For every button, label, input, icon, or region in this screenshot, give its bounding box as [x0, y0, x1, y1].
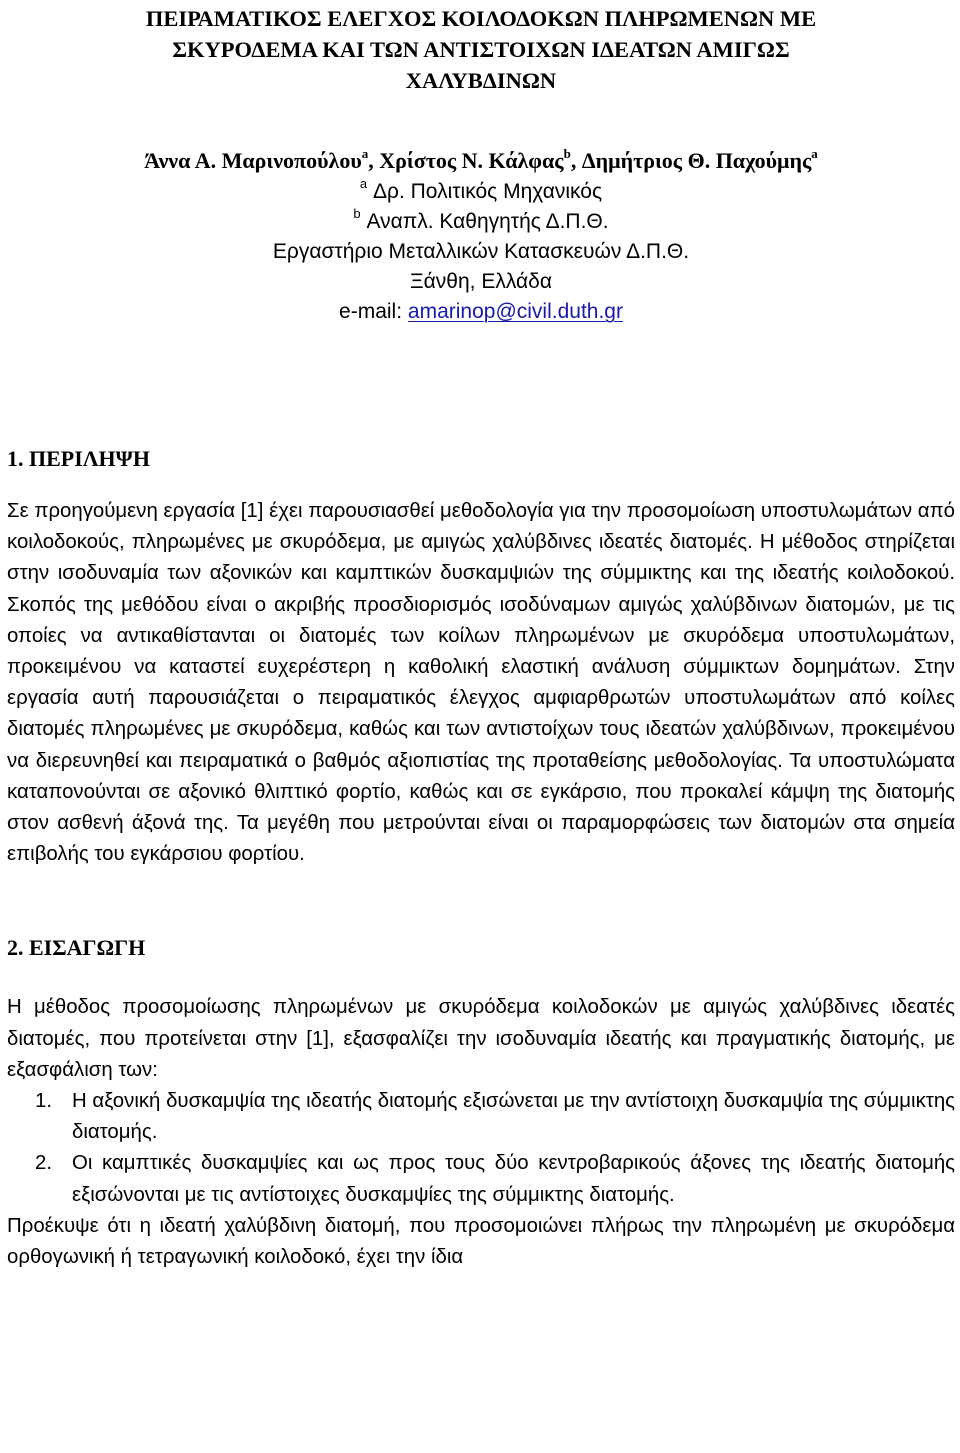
title-line: ΣΚΥΡΟΔΕΜΑ ΚΑΙ ΤΩΝ ΑΝΤΙΣΤΟΙΧΩΝ ΙΔΕΑΤΩΝ ΑΜΙΓΩΣ [172, 37, 790, 62]
affiliation-city: Ξάνθη, Ελλάδα [410, 270, 552, 293]
affiliation-text: Αναπλ. Καθηγητής Δ.Π.Θ. [360, 210, 609, 233]
introduction-paragraph: Η μέθοδος προσομοίωσης πληρωμένων με σκυρόδεμα κοιλοδοκών με αμιγώς χαλύβδινες ιδεατές διατομές, που προτείνεται στην [1], εξασφαλίζει την ισοδυναμία ιδεατής και πραγματικής διατομής, με εξασφάλιση των: [7, 996, 955, 1081]
section-heading-introduction: 2. ΕΙΣΑΓΩΓΗ [7, 935, 146, 961]
author-name: Άννα Α. Μαρινοπούλου [144, 148, 362, 173]
author-name: Χρίστος Ν. Κάλφας [379, 148, 564, 173]
section-heading-abstract: 1. ΠΕΡΙΛΗΨΗ [7, 446, 150, 471]
author-name: Δημήτριος Θ. Παχούμης [581, 148, 812, 173]
affiliation-marker: a [361, 145, 369, 161]
author-separator: , [570, 148, 582, 173]
author-list [7, 147, 955, 175]
title-line: ΠΕΙΡΑΜΑΤΙΚΟΣ ΕΛΕΓΧΟΣ ΚΟΙΛΟΔΟΚΩΝ ΠΛΗΡΩΜΕΝΩΝ ΜΕ [145, 6, 817, 31]
email-label: e-mail: [339, 300, 408, 323]
affiliation-b [7, 207, 955, 237]
paper-page [7, 0, 955, 1273]
affiliation-marker: a [359, 176, 368, 191]
affiliation-marker: b [563, 145, 571, 161]
affiliation-marker: a [811, 145, 818, 161]
affiliation-marker: b [353, 206, 361, 221]
numbered-list [7, 1086, 955, 1211]
list-number: 2. [35, 1152, 53, 1175]
paper-title [7, 3, 955, 96]
closing-paragraph: Προέκυψε ότι η ιδεατή χαλύβδινη διατομή, που προσομοιώνει πλήρως την πληρωμένη με σκυρόδεμα ορθογωνική ή τετραγωνική κοιλοδοκό, έχει την ίδια [7, 1214, 955, 1269]
list-item [7, 1148, 955, 1210]
author-separator: , [368, 148, 380, 173]
contact-email [7, 297, 955, 327]
email-link[interactable]: amarinop@civil.duth.gr [407, 300, 623, 323]
abstract-paragraph: Σε προηγούμενη εργασία [1] έχει παρουσιασθεί μεθοδολογία για την προσομοίωση υποστυλωμάτων από κοιλοδοκούς, πληρωμένες με σκυρόδεμα, με αμιγώς χαλύβδινες ιδεατές διατομές. Η μέθοδος στηρίζεται στην ισοδυναμία των αξονικών και καμπτικών δυσκαμψιών της σύμμικτης και της ιδεατής κοιλοδοκού. Σκοπός της μεθόδου είναι ο ακριβής προσδιορισμός ισοδύναμων αμιγώς χαλύβδινων διατομών, με τις οποίες να αντικαθίστανται οι διατομές των κοίλων πληρωμένων με σκυρόδεμα υποστυλωμάτων, προκειμένου να καταστεί ευχερέστερη η καθολική ελαστική ανάλυση σύμμικτων δομημάτων. Στην εργασία αυτή παρουσιάζεται ο πειραματικός έλεγχος αμφιαρθρωτών υποστυλωμάτων από κοίλες διατομές πληρωμένες με σκυρόδεμα, καθώς και των αντιστοίχων τους ιδεατών χαλύβδινων, προκειμένου να διερευνηθεί και πειραματικά ο βαθμός αξιοπιστίας της προταθείσης μεθοδολογίας. Τα υποστυλώματα καταπονούνται σε αξονικό θλιπτικό φορτίο, καθώς και σε εγκάρσιο, που προκαλεί κάμψη της διατομής στον ασθενή άξονά της. Τα μεγέθη που μετρούνται είναι οι παραμορφώσεις των διατομών στα σημεία επιβολής του εγκάρσιου φορτίου. [7, 500, 955, 866]
list-item [7, 1086, 955, 1148]
title-line: ΧΑΛΥΒΔΙΝΩΝ [405, 68, 557, 93]
affiliations [7, 177, 955, 327]
list-item-text: Οι καμπτικές δυσκαμψίες και ως προς τους δύο κεντροβαρικούς άξονες της ιδεατής διατομής εξισώνονται με τις αντίστοιχες δυσκαμψίες της σύμμικτης διατομής. [72, 1152, 955, 1206]
affiliation-text: Δρ. Πολιτικός Μηχανικός [367, 180, 603, 203]
affiliation-a [7, 177, 955, 207]
list-number: 1. [35, 1090, 53, 1113]
list-item-text: Η αξονική δυσκαμψία της ιδεατής διατομής εξισώνεται με την αντίστοιχη δυσκαμψία της σύμμικτης διατομής. [72, 1090, 955, 1144]
affiliation-lab: Εργαστήριο Μεταλλικών Κατασκευών Δ.Π.Θ. [272, 240, 690, 263]
